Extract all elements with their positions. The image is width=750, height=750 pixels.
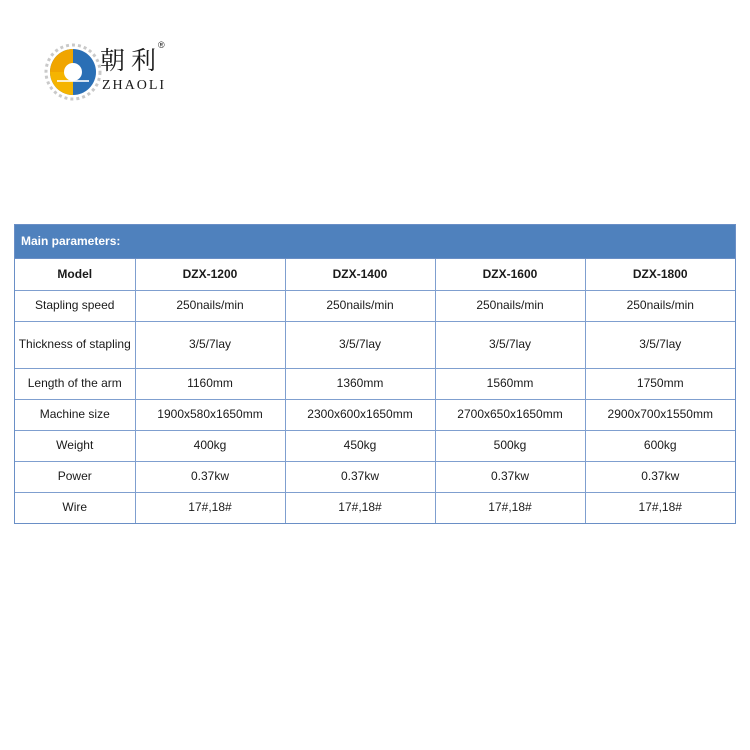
row-label: Wire <box>15 492 135 523</box>
table-cell: 2700x650x1650mm <box>435 399 585 430</box>
table-cell: 1560mm <box>435 368 585 399</box>
table-cell: 0.37kw <box>285 461 435 492</box>
table-cell: 3/5/7lay <box>585 321 735 368</box>
row-label: Thickness of stapling <box>15 321 135 368</box>
column-header: DZX-1200 <box>135 259 285 290</box>
table-cell: 2900x700x1550mm <box>585 399 735 430</box>
table-cell: 0.37kw <box>435 461 585 492</box>
table-cell: 3/5/7lay <box>435 321 585 368</box>
main-parameters-table <box>14 224 736 524</box>
table-row <box>15 368 735 399</box>
table-cell: 17#,18# <box>585 492 735 523</box>
table-cell: 17#,18# <box>135 492 285 523</box>
table-row <box>15 430 735 461</box>
logo-english-name: ZHAOLI <box>102 78 167 93</box>
table-heading: Main parameters: <box>15 225 735 259</box>
table-cell: 450kg <box>285 430 435 461</box>
table-cell: 1360mm <box>285 368 435 399</box>
table-cell: 400kg <box>135 430 285 461</box>
table-cell: 3/5/7lay <box>135 321 285 368</box>
table-cell: 250nails/min <box>135 290 285 321</box>
spec-grid <box>15 259 735 523</box>
gear-logo-icon <box>40 38 106 104</box>
table-header-row <box>15 259 735 290</box>
logo-chinese-name: 朝利 <box>100 46 163 75</box>
column-header: DZX-1600 <box>435 259 585 290</box>
row-label: Machine size <box>15 399 135 430</box>
table-row <box>15 321 735 368</box>
column-header: DZX-1800 <box>585 259 735 290</box>
table-cell: 1160mm <box>135 368 285 399</box>
row-label: Power <box>15 461 135 492</box>
table-cell: 0.37kw <box>585 461 735 492</box>
table-cell: 250nails/min <box>435 290 585 321</box>
column-header: Model <box>15 259 135 290</box>
row-label: Stapling speed <box>15 290 135 321</box>
table-cell: 250nails/min <box>285 290 435 321</box>
column-header: DZX-1400 <box>285 259 435 290</box>
table-cell: 250nails/min <box>585 290 735 321</box>
row-label: Length of the arm <box>15 368 135 399</box>
table-cell: 1900x580x1650mm <box>135 399 285 430</box>
table-cell: 17#,18# <box>435 492 585 523</box>
table-row <box>15 399 735 430</box>
table-row <box>15 492 735 523</box>
table-cell: 1750mm <box>585 368 735 399</box>
row-label: Weight <box>15 430 135 461</box>
brand-logo <box>40 38 175 104</box>
table-row <box>15 290 735 321</box>
table-cell: 17#,18# <box>285 492 435 523</box>
table-cell: 0.37kw <box>135 461 285 492</box>
table-cell: 500kg <box>435 430 585 461</box>
table-row <box>15 461 735 492</box>
table-cell: 3/5/7lay <box>285 321 435 368</box>
registered-mark: ® <box>158 40 165 50</box>
table-cell: 2300x600x1650mm <box>285 399 435 430</box>
table-cell: 600kg <box>585 430 735 461</box>
